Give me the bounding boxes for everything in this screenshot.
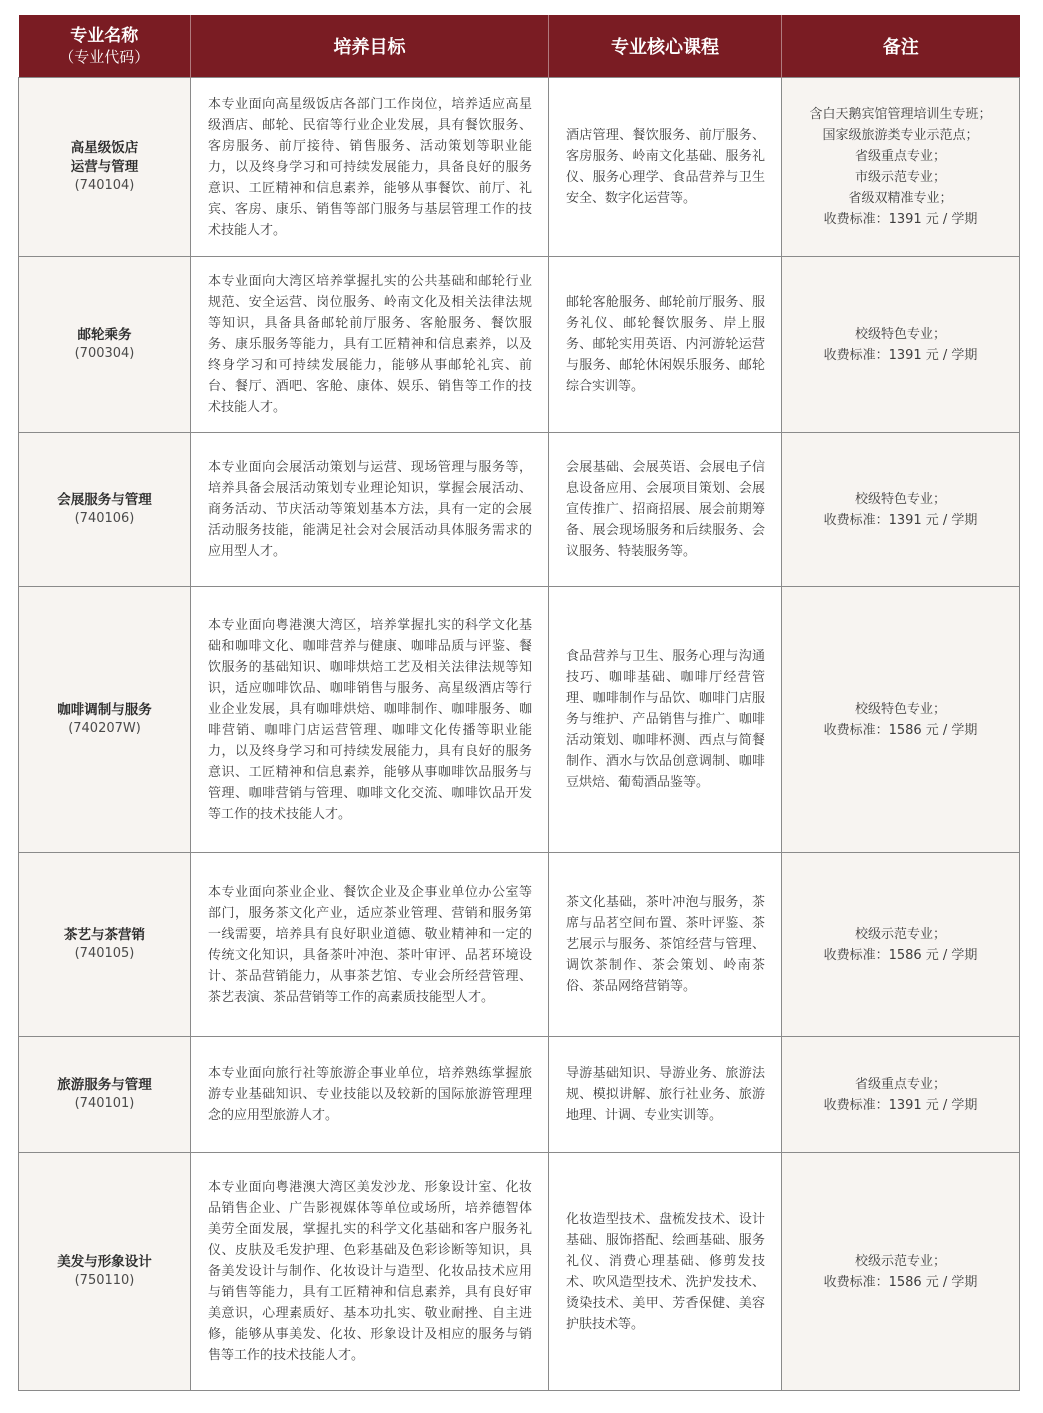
note-line: 省级重点专业； — [854, 1076, 946, 1092]
note-line: 省级重点专业； — [854, 149, 946, 164]
major-name: 旅游服务与管理 — [57, 1077, 152, 1093]
notes-cell — [782, 587, 1020, 853]
note-line: 收费标准：1391 元 / 学期 — [823, 512, 978, 528]
notes-cell — [782, 433, 1020, 587]
training-goal-cell: 本专业面向会展活动策划与运营、现场管理与服务等，培养具备会展活动策划专业理论知识，掌握会展活动、商务活动、节庆活动等策划基本方法，具有一定的会展活动服务技能，能满足社会对会展活动具体服务需求的应用型人才。 — [191, 433, 549, 587]
notes-cell — [782, 78, 1020, 257]
training-goal-cell: 本专业面向大湾区培养掌握扎实的公共基础和邮轮行业规范、安全运营、岗位服务、岭南文化及相关法律法规等知识，具备具备邮轮前厅服务、客舱服务、餐饮服务、康乐服务等能力，具有工匠精神和信息素养，以及终身学习和可持续发展能力，能够从事邮轮礼宾、前台、餐厅、酒吧、客舱、康体、娱乐、销售等工作的技术技能人才。 — [191, 257, 549, 433]
note-line: 校级示范专业； — [854, 926, 946, 942]
core-courses-cell: 化妆造型技术、盘梳发技术、设计基础、服饰搭配、绘画基础、服务礼仪、消费心理基础、修剪发技术、吹风造型技术、洗护发技术、烫染技术、美甲、芳香保健、美容护肤技术等。 — [549, 1153, 782, 1391]
core-courses-cell: 食品营养与卫生、服务心理与沟通技巧、咖啡基础、咖啡厅经营管理、咖啡制作与品饮、咖啡门店服务与维护、产品销售与推广、咖啡活动策划、咖啡杯测、西点与简餐制作、酒水与饮品创意调制、咖啡豆烘焙、葡萄酒品鉴等。 — [549, 587, 782, 853]
notes-cell — [782, 1153, 1020, 1391]
major-name-cell — [19, 1037, 191, 1153]
header-core-courses: 专业核心课程 — [549, 15, 782, 78]
note-line: 校级特色专业； — [854, 326, 946, 342]
table-row — [19, 78, 1020, 257]
notes-cell — [782, 853, 1020, 1037]
major-name: 会展服务与管理 — [57, 492, 152, 508]
header-row — [19, 15, 1020, 78]
table-row — [19, 1037, 1020, 1153]
table-row — [19, 853, 1020, 1037]
note-line: 收费标准：1391 元 / 学期 — [823, 212, 978, 227]
major-code: (700304) — [74, 346, 135, 361]
majors-table — [18, 15, 1020, 1391]
training-goal-cell: 本专业面向旅行社等旅游企事业单位，培养熟练掌握旅游专业基础知识、专业技能以及较新的国际旅游管理理念的应用型旅游人才。 — [191, 1037, 549, 1153]
major-name-cell — [19, 257, 191, 433]
core-courses-cell: 导游基础知识、导游业务、旅游法规、模拟讲解、旅行社业务、旅游地理、计调、专业实训等。 — [549, 1037, 782, 1153]
table-row — [19, 257, 1020, 433]
training-goal-cell: 本专业面向高星级饭店各部门工作岗位，培养适应高星级酒店、邮轮、民宿等行业企业发展，具有餐饮服务、客房服务、前厅接待、销售服务、活动策划等职业能力，以及终身学习和可持续发展能力，具备良好的服务意识、工匠精神和信息素养，能够从事餐饮、前厅、礼宾、客房、康乐、销售等部门服务与基层管理工作的技术技能人才。 — [191, 78, 549, 257]
training-goal-cell: 本专业面向粤港澳大湾区，培养掌握扎实的科学文化基础和咖啡文化、咖啡营养与健康、咖啡品质与评鉴、餐饮服务的基础知识、咖啡烘焙工艺及相关法律法规等知识，适应咖啡饮品、咖啡销售与服务、高星级酒店等行业企业发展，具有咖啡烘焙、咖啡制作、咖啡服务、咖啡营销、咖啡门店运营管理、咖啡文化传播等职业能力，以及终身学习和可持续发展能力，具有良好的服务意识、工匠精神和信息素养，能够从事咖啡饮品服务与管理、咖啡营销与管理、咖啡文化交流、咖啡饮品开发等工作的技术技能人才。 — [191, 587, 549, 853]
major-name: 邮轮乘务 — [77, 327, 132, 343]
note-line: 校级示范专业； — [854, 1253, 946, 1269]
note-line: 收费标准：1391 元 / 学期 — [823, 347, 978, 363]
major-code: (740207W) — [68, 721, 141, 736]
core-courses-cell: 邮轮客舱服务、邮轮前厅服务、服务礼仪、邮轮餐饮服务、岸上服务、邮轮实用英语、内河游轮运营与服务、邮轮休闲娱乐服务、邮轮综合实训等。 — [549, 257, 782, 433]
note-line: 含白天鹅宾馆管理培训生专班； — [809, 107, 992, 122]
major-name: 高星级饭店 — [70, 140, 139, 156]
header-major-name-main: 专业名称 — [70, 25, 139, 46]
notes-cell — [782, 257, 1020, 433]
major-name: 咖啡调制与服务 — [57, 702, 152, 718]
major-name-cell — [19, 853, 191, 1037]
table-row — [19, 1153, 1020, 1391]
training-goal-cell: 本专业面向粤港澳大湾区美发沙龙、形象设计室、化妆品销售企业、广告影视媒体等单位或场所，培养德智体美劳全面发展，掌握扎实的科学文化基础和客户服务礼仪、皮肤及毛发护理、色彩基础及色彩诊断等知识，具备美发设计与制作、化妆设计与造型、化妆品技术应用与销售等能力，具有工匠精神和信息素养，具有良好审美意识，心理素质好、基本功扎实、敬业耐挫、自主进修，能够从事美发、化妆、形象设计及相应的服务与销售等工作的技术技能人才。 — [191, 1153, 549, 1391]
note-line: 校级特色专业； — [854, 701, 946, 717]
note-line: 市级示范专业； — [854, 170, 946, 185]
core-courses-cell: 茶文化基础，茶叶冲泡与服务，茶席与品茗空间布置、茶叶评鉴、茶艺展示与服务、茶馆经营与管理、调饮茶制作、茶会策划、岭南茶俗、茶品网络营销等。 — [549, 853, 782, 1037]
note-line: 收费标准：1586 元 / 学期 — [823, 947, 978, 963]
training-goal-cell: 本专业面向茶业企业、餐饮企业及企事业单位办公室等部门，服务茶文化产业，适应茶业管理、营销和服务第一线需要，培养具有良好职业道德、敬业精神和一定的传统文化知识，具备茶叶冲泡、茶叶审评、品茗环境设计、茶品营销能力，从事茶艺馆、专业会所经营管理、茶艺表演、茶品营销等工作的高素质技能型人才。 — [191, 853, 549, 1037]
major-code: (740105) — [74, 946, 135, 961]
major-name-cell — [19, 1153, 191, 1391]
major-name-cell — [19, 78, 191, 257]
major-code: (740106) — [74, 511, 135, 526]
table-row — [19, 433, 1020, 587]
core-courses-cell: 酒店管理、餐饮服务、前厅服务、客房服务、岭南文化基础、服务礼仪、服务心理学、食品营养与卫生安全、数字化运营等。 — [549, 78, 782, 257]
note-line: 收费标准：1586 元 / 学期 — [823, 722, 978, 738]
note-line: 收费标准：1391 元 / 学期 — [823, 1097, 978, 1113]
major-name: 美发与形象设计 — [57, 1254, 152, 1270]
header-major-name — [19, 15, 191, 78]
table-row — [19, 587, 1020, 853]
major-code: (740104) — [74, 178, 135, 193]
note-line: 国家级旅游类专业示范点； — [822, 128, 979, 143]
major-code: (740101) — [74, 1096, 135, 1111]
note-line: 收费标准：1586 元 / 学期 — [823, 1274, 978, 1290]
major-name-cell — [19, 433, 191, 587]
note-line: 校级特色专业； — [854, 491, 946, 507]
major-name: 茶艺与茶营销 — [64, 927, 145, 943]
major-name: 运营与管理 — [70, 159, 139, 175]
major-name-cell — [19, 587, 191, 853]
core-courses-cell: 会展基础、会展英语、会展电子信息设备应用、会展项目策划、会展宣传推广、招商招展、展会前期筹备、展会现场服务和后续服务、会议服务、特装服务等。 — [549, 433, 782, 587]
notes-cell — [782, 1037, 1020, 1153]
note-line: 省级双精准专业； — [848, 191, 953, 206]
table-body — [19, 78, 1020, 1391]
major-code: (750110) — [74, 1273, 135, 1288]
header-training-goal: 培养目标 — [191, 15, 549, 78]
header-notes: 备注 — [782, 15, 1020, 78]
header-major-name-sub: （专业代码） — [59, 47, 150, 66]
